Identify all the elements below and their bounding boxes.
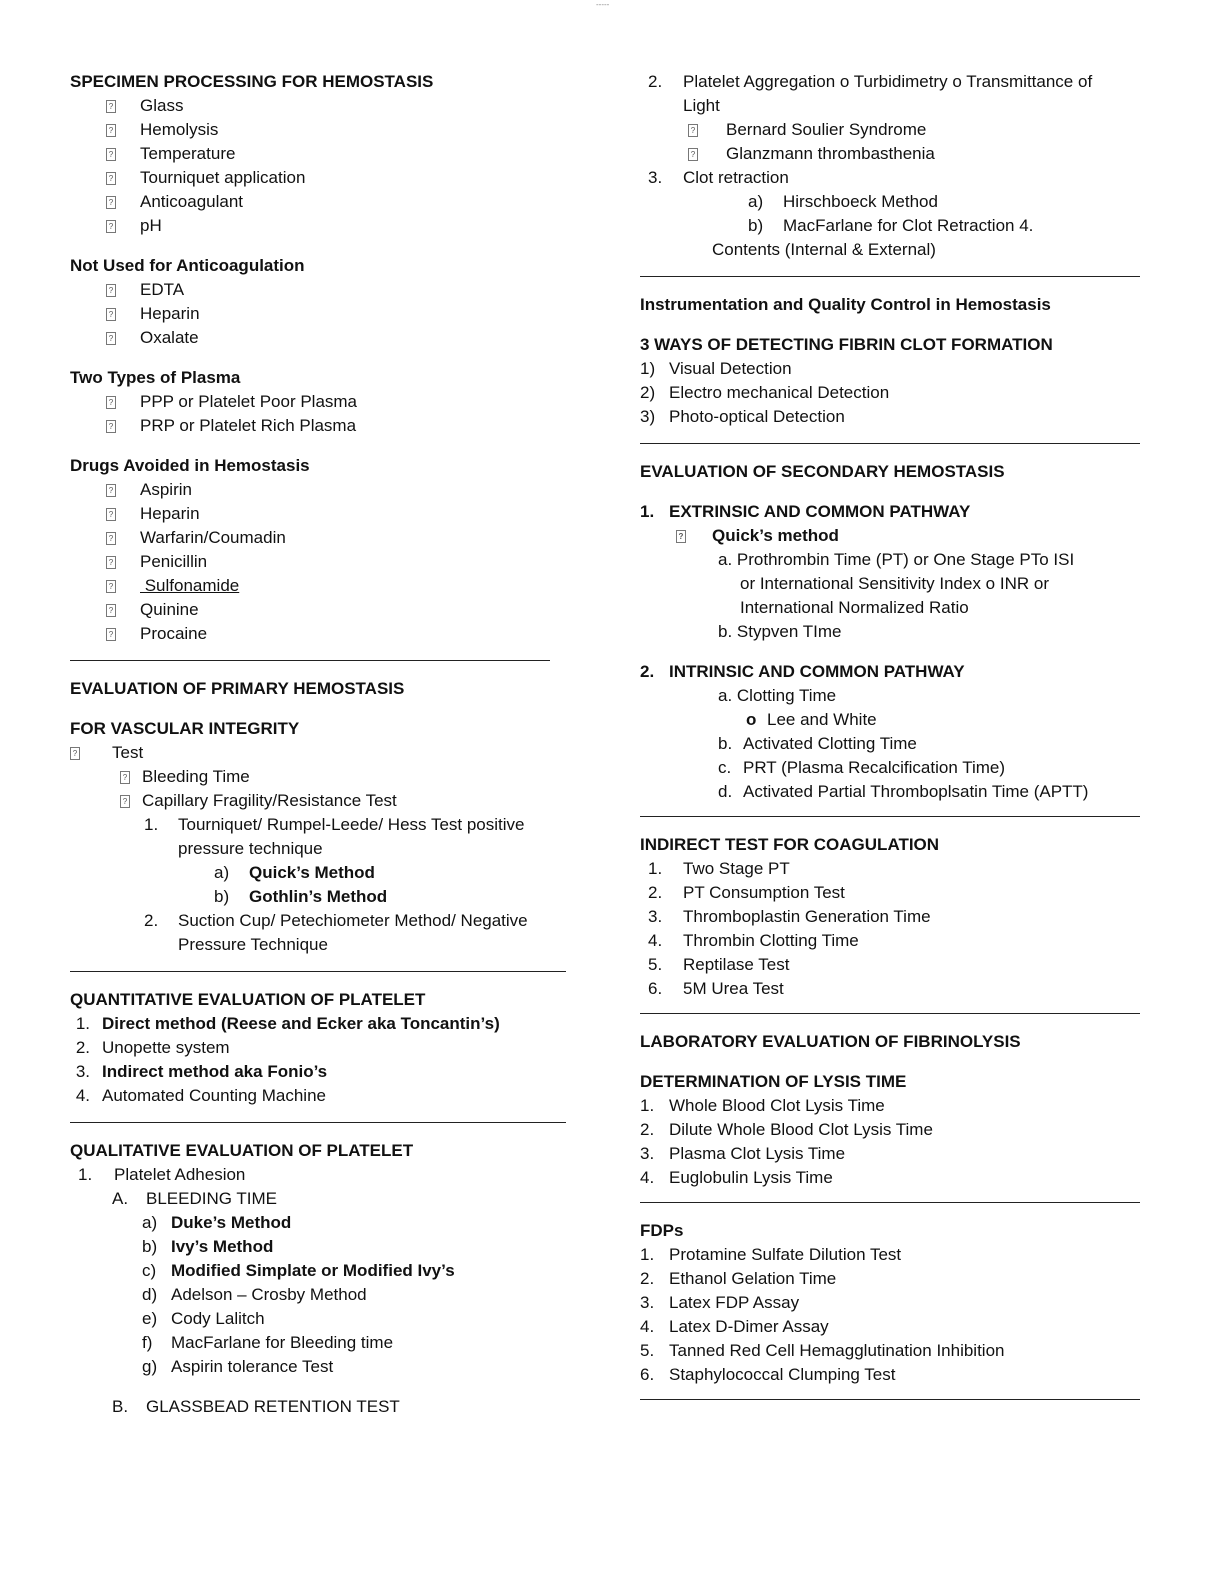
list-item: ?Warfarin/Coumadin xyxy=(70,526,550,550)
right-column xyxy=(640,70,1140,1416)
list-item: b) MacFarlane for Clot Retraction 4. xyxy=(748,216,1034,235)
list-item: d) Adelson – Crosby Method xyxy=(142,1285,367,1304)
list-item: ?Tourniquet application xyxy=(70,166,550,190)
divider xyxy=(640,1013,1140,1014)
list-item: b) Ivy’s Method xyxy=(142,1237,274,1256)
specimen-list xyxy=(70,94,550,238)
divider xyxy=(640,1202,1140,1203)
extrinsic-title: 1. EXTRINSIC AND COMMON PATHWAY xyxy=(640,502,971,521)
bullet-icon xyxy=(70,747,80,760)
list-item: b. Activated Clotting Time xyxy=(718,734,917,753)
list-item: B. GLASSBEAD RETENTION TEST xyxy=(112,1397,400,1416)
list-item: ?Heparin xyxy=(70,502,550,526)
list-item: o Lee and White xyxy=(746,710,877,729)
divider xyxy=(640,816,1140,817)
list-item: d. Activated Partial Thromboplsatin Time (APTT) xyxy=(718,782,1089,801)
bullet-icon xyxy=(106,420,116,433)
list-item: ?Hemolysis xyxy=(70,118,550,142)
list-item: a. Prothrombin Time (PT) or One Stage PTo ISI xyxy=(718,550,1075,569)
list-item: ?EDTA xyxy=(70,278,550,302)
drugs-title: Drugs Avoided in Hemostasis xyxy=(70,456,310,475)
list-item: 3. Clot retraction xyxy=(648,168,789,187)
fdps-list xyxy=(640,1243,1140,1387)
fdps-title: FDPs xyxy=(640,1221,684,1240)
test-item: ?Test xyxy=(70,741,550,765)
list-item: ?Procaine xyxy=(70,622,550,646)
divider xyxy=(70,971,566,972)
drugs-list xyxy=(70,478,550,646)
list-item: 3. Thromboplastin Generation Time xyxy=(648,907,931,926)
indirect-list xyxy=(640,857,1140,1001)
plasma-list xyxy=(70,390,550,438)
bleeding-methods xyxy=(70,1211,550,1379)
bullet-icon xyxy=(106,332,116,345)
detect-title: 3 WAYS OF DETECTING FIBRIN CLOT FORMATION xyxy=(640,335,1053,354)
bullet-icon xyxy=(120,771,130,784)
list-item: a. Clotting Time xyxy=(718,686,837,705)
list-item: a) Quick’s Method xyxy=(214,863,375,882)
list-item-cont: or International Sensitivity Index o INR or xyxy=(740,574,1049,593)
list-item: 2) Electro mechanical Detection xyxy=(640,383,890,402)
list-item: ?Bernard Soulier Syndrome xyxy=(640,118,1140,142)
list-item: c. PRT (Plasma Recalcification Time) xyxy=(718,758,1006,777)
list-item-cont: pressure technique xyxy=(178,839,323,858)
list-item-cont: Contents (Internal & External) xyxy=(712,240,936,259)
list-item: ?Glass xyxy=(70,94,550,118)
quantitative-list xyxy=(70,1012,550,1108)
bullet-icon xyxy=(106,628,116,641)
specimen-title: SPECIMEN PROCESSING FOR HEMOSTASIS xyxy=(70,72,434,91)
list-item: e) Cody Lalitch xyxy=(142,1309,265,1328)
list-item: 5. Tanned Red Cell Hemagglutination Inhibition xyxy=(640,1341,1005,1360)
list-item: ? Sulfonamide xyxy=(70,574,550,598)
list-item: 2. Suction Cup/ Petechiometer Method/ Negative xyxy=(144,911,528,930)
list-item: 5. Reptilase Test xyxy=(648,955,790,974)
list-item: 1. Direct method (Reese and Ecker aka Toncantin’s) xyxy=(75,1014,500,1033)
list-item: ?Quinine xyxy=(70,598,550,622)
list-item: 3. Indirect method aka Fonio’s xyxy=(75,1062,328,1081)
bullet-icon xyxy=(106,284,116,297)
list-item: 2. Ethanol Gelation Time xyxy=(640,1269,837,1288)
page-mark: ----- xyxy=(596,0,610,9)
quantitative-title: QUANTITATIVE EVALUATION OF PLATELET xyxy=(70,990,426,1009)
bullet-icon xyxy=(106,484,116,497)
bullet-icon xyxy=(106,100,116,113)
bullet-icon xyxy=(688,148,698,161)
indirect-title: INDIRECT TEST FOR COAGULATION xyxy=(640,835,940,854)
bullet-icon xyxy=(120,795,130,808)
list-item: 3. Latex FDP Assay xyxy=(640,1293,800,1312)
bullet-icon xyxy=(106,556,116,569)
bullet-icon xyxy=(106,220,116,233)
bullet-icon xyxy=(106,148,116,161)
list-item: 6. 5M Urea Test xyxy=(648,979,784,998)
list-item: ?Aspirin xyxy=(70,478,550,502)
bullet-icon xyxy=(106,308,116,321)
bullet-icon xyxy=(688,124,698,137)
list-item: a) Duke’s Method xyxy=(142,1213,292,1232)
list-item-cont: International Normalized Ratio xyxy=(740,598,969,617)
list-item: c) Modified Simplate or Modified Ivy’s xyxy=(142,1261,455,1280)
bullet-icon xyxy=(106,396,116,409)
secondary-title: EVALUATION OF SECONDARY HEMOSTASIS xyxy=(640,462,1005,481)
list-item: ?Temperature xyxy=(70,142,550,166)
list-item: 1. Whole Blood Clot Lysis Time xyxy=(640,1096,885,1115)
list-item: b) Gothlin’s Method xyxy=(214,887,388,906)
list-item: 2. Unopette system xyxy=(75,1038,230,1057)
list-item: ?PPP or Platelet Poor Plasma xyxy=(70,390,550,414)
bullet-icon xyxy=(106,532,116,545)
list-item: A. BLEEDING TIME xyxy=(112,1189,277,1208)
list-item: ?Anticoagulant xyxy=(70,190,550,214)
intrinsic-title: 2. INTRINSIC AND COMMON PATHWAY xyxy=(640,662,965,681)
bullet-icon xyxy=(106,580,116,593)
list-item: 2. PT Consumption Test xyxy=(648,883,845,902)
list-item: ?Quick’s method xyxy=(640,524,1140,548)
list-item: ?Oxalate xyxy=(70,326,550,350)
list-item: ?Capillary Fragility/Resistance Test xyxy=(70,789,550,813)
list-item: 2. Platelet Aggregation o Turbidimetry o Transmittance of xyxy=(648,72,1093,91)
divider xyxy=(640,276,1140,277)
primary-title: EVALUATION OF PRIMARY HEMOSTASIS xyxy=(70,679,405,698)
bullet-icon xyxy=(106,172,116,185)
list-item: 1. Platelet Adhesion xyxy=(78,1165,246,1184)
bullet-icon xyxy=(106,508,116,521)
list-item: 2. Dilute Whole Blood Clot Lysis Time xyxy=(640,1120,933,1139)
divider xyxy=(640,443,1140,444)
left-column xyxy=(70,70,550,1419)
list-item: 1. Two Stage PT xyxy=(648,859,790,878)
not-used-title: Not Used for Anticoagulation xyxy=(70,256,305,275)
list-item: 1) Visual Detection xyxy=(640,359,792,378)
lysis-title: DETERMINATION OF LYSIS TIME xyxy=(640,1072,907,1091)
plasma-title: Two Types of Plasma xyxy=(70,368,241,387)
list-item: g) Aspirin tolerance Test xyxy=(142,1357,334,1376)
list-item: a) Hirschboeck Method xyxy=(748,192,938,211)
list-item: ?PRP or Platelet Rich Plasma xyxy=(70,414,550,438)
list-item: ?Bleeding Time xyxy=(70,765,550,789)
list-item: 4. Euglobulin Lysis Time xyxy=(640,1168,833,1187)
list-item: 4. Automated Counting Machine xyxy=(75,1086,326,1105)
qualitative-title: QUALITATIVE EVALUATION OF PLATELET xyxy=(70,1141,414,1160)
list-item: 3. Plasma Clot Lysis Time xyxy=(640,1144,846,1163)
list-item-cont: Light xyxy=(683,96,720,115)
list-item: 3) Photo-optical Detection xyxy=(640,407,845,426)
bullet-icon xyxy=(676,530,686,543)
list-item: 4. Latex D-Dimer Assay xyxy=(640,1317,829,1336)
list-item: 4. Thrombin Clotting Time xyxy=(648,931,859,950)
lysis-list xyxy=(640,1094,1140,1190)
list-item: ?Heparin xyxy=(70,302,550,326)
list-item: f) MacFarlane for Bleeding time xyxy=(142,1333,394,1352)
bullet-icon xyxy=(106,196,116,209)
list-item: 1. Tourniquet/ Rumpel-Leede/ Hess Test positive xyxy=(144,815,525,834)
list-item: ?Penicillin xyxy=(70,550,550,574)
divider xyxy=(70,1122,566,1123)
list-item: 1. Protamine Sulfate Dilution Test xyxy=(640,1245,902,1264)
list-item: ?Glanzmann thrombasthenia xyxy=(640,142,1140,166)
detect-list xyxy=(640,357,1140,429)
list-item: 6. Staphylococcal Clumping Test xyxy=(640,1365,896,1384)
divider xyxy=(640,1399,1140,1400)
bullet-icon xyxy=(106,124,116,137)
fibrinolysis-title: LABORATORY EVALUATION OF FIBRINOLYSIS xyxy=(640,1032,1021,1051)
list-item: ?pH xyxy=(70,214,550,238)
bullet-icon xyxy=(106,604,116,617)
not-used-list xyxy=(70,278,550,350)
instrumentation-title: Instrumentation and Quality Control in Hemostasis xyxy=(640,295,1051,314)
vascular-title: FOR VASCULAR INTEGRITY xyxy=(70,719,300,738)
divider xyxy=(70,660,550,661)
list-item-cont: Pressure Technique xyxy=(178,935,328,954)
list-item: b. Stypven TIme xyxy=(718,622,842,641)
